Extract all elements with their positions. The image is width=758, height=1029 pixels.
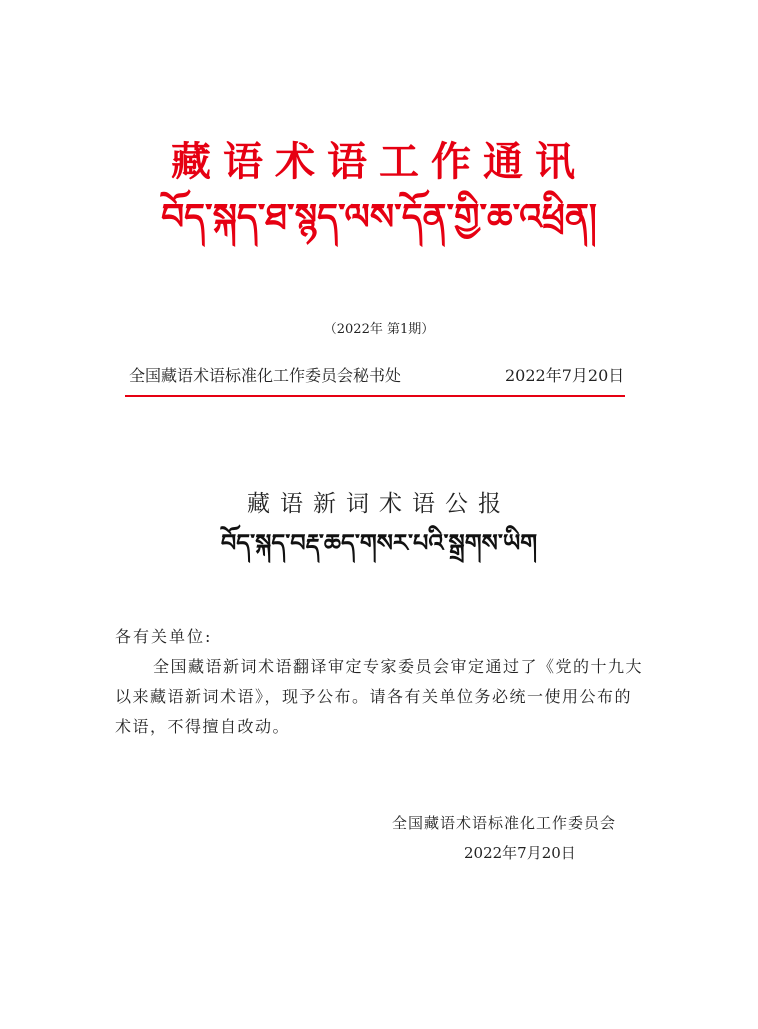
document-title-tibetan: བོད་སྐད་བརྡ་ཆད་གསར་པའི་སྒྲགས་ཡིག bbox=[220, 528, 538, 557]
issue-number: （2022年 第1期） bbox=[323, 322, 435, 337]
issuer-name: 全国藏语术语标准化工作委员会秘书处 bbox=[129, 366, 402, 385]
signature-date: 2022年7月20日 bbox=[464, 844, 576, 862]
signature-organization: 全国藏语术语标准化工作委员会 bbox=[392, 814, 617, 832]
salutation: 各有关单位: bbox=[115, 627, 213, 646]
masthead-title-tibetan: བོད་སྐད་ཐ་སྙད་ལས་དོན་གྱི་ཆ་འཕྲིན། bbox=[161, 196, 597, 238]
document-title-chinese: 藏语新词术语公报 bbox=[247, 491, 511, 517]
issue-date: 2022年7月20日 bbox=[505, 366, 625, 385]
body-paragraph: 全国藏语新词术语翻译审定专家委员会审定通过了《党的十九大以来藏语新词术语》，现予公布。请各有关单位务必统一使用公布的术语，不得擅自改动。 bbox=[115, 657, 644, 736]
red-divider-line bbox=[125, 395, 625, 397]
masthead-title-chinese: 藏语术语工作通讯 bbox=[171, 138, 587, 185]
